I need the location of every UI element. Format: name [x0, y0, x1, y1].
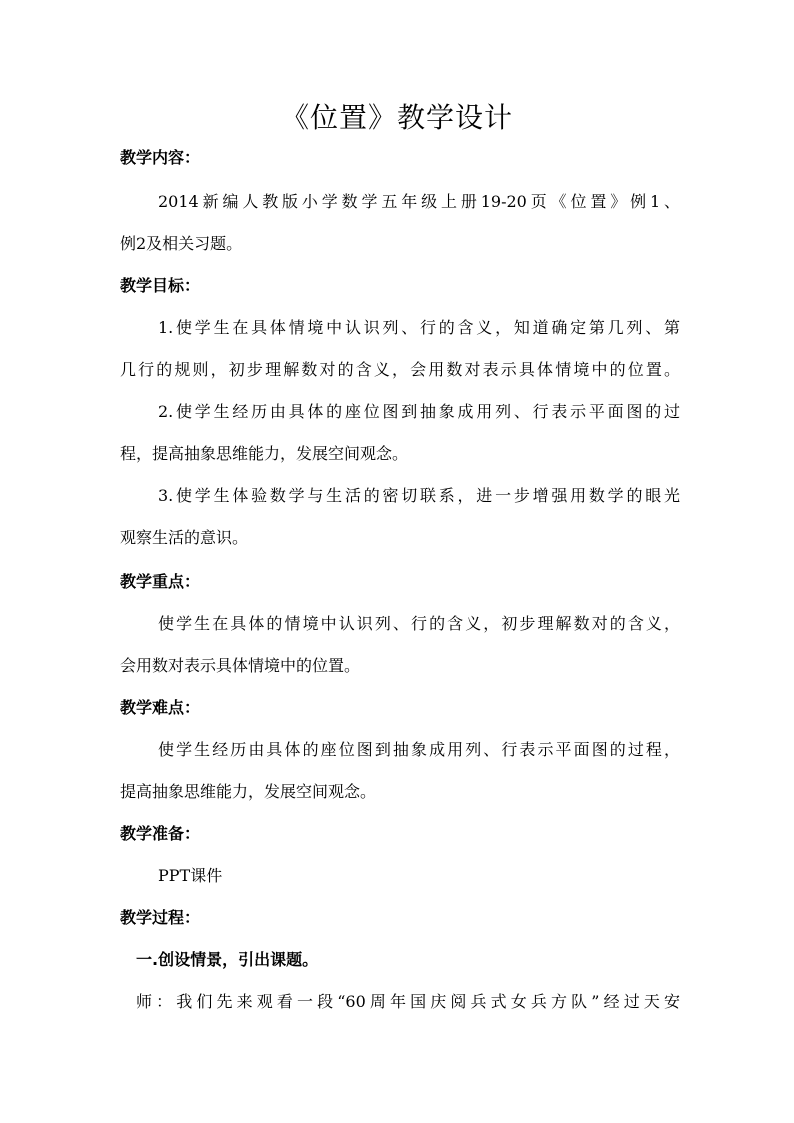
goal-3-line-2: 观察生活的意识。 [120, 528, 249, 547]
goal-2-line-1: 2.使学生经历由具体的座位图到抽象成用列、行表示平面图的过 [158, 402, 680, 421]
difficulty-line-1: 使学生经历由具体的座位图到抽象成用列、行表示平面图的过程， [158, 740, 680, 759]
goals-heading: 教学目标： [120, 276, 201, 295]
content-line-1: 2014新编人教版小学数学五年级上册19-20页《位置》例1、 [158, 192, 680, 211]
content-heading: 教学内容： [120, 148, 201, 167]
difficulty-heading: 教学难点： [120, 698, 201, 717]
document-title: 《位置》教学设计 [280, 101, 513, 134]
key-points-line-2: 会用数对表示具体情境中的位置。 [120, 656, 361, 675]
goal-3-line-1: 3.使学生体验数学与生活的密切联系，进一步增强用数学的眼光 [158, 486, 680, 505]
process-heading: 教学过程： [120, 908, 201, 927]
preparation-line-1: PPT课件 [158, 866, 223, 885]
goal-1-line-1: 1.使学生在具体情境中认识列、行的含义，知道确定第几列、第 [158, 318, 680, 337]
step-1-heading: 一.创设情景，引出课题。 [136, 950, 319, 969]
key-points-line-1: 使学生在具体的情境中认识列、行的含义，初步理解数对的含义， [158, 614, 680, 633]
step-1-line-1: 师：我们先来观看一段“60周年国庆阅兵式女兵方队”经过天安 [136, 992, 680, 1011]
content-line-2: 例2及相关习题。 [120, 234, 243, 253]
goal-2-line-2: 程，提高抽象思维能力，发展空间观念。 [120, 444, 409, 463]
preparation-heading: 教学准备： [120, 824, 201, 843]
key-points-heading: 教学重点： [120, 572, 201, 591]
difficulty-line-2: 提高抽象思维能力，发展空间观念。 [120, 782, 377, 801]
goal-1-line-2: 几行的规则，初步理解数对的含义，会用数对表示具体情境中的位置。 [120, 360, 680, 379]
